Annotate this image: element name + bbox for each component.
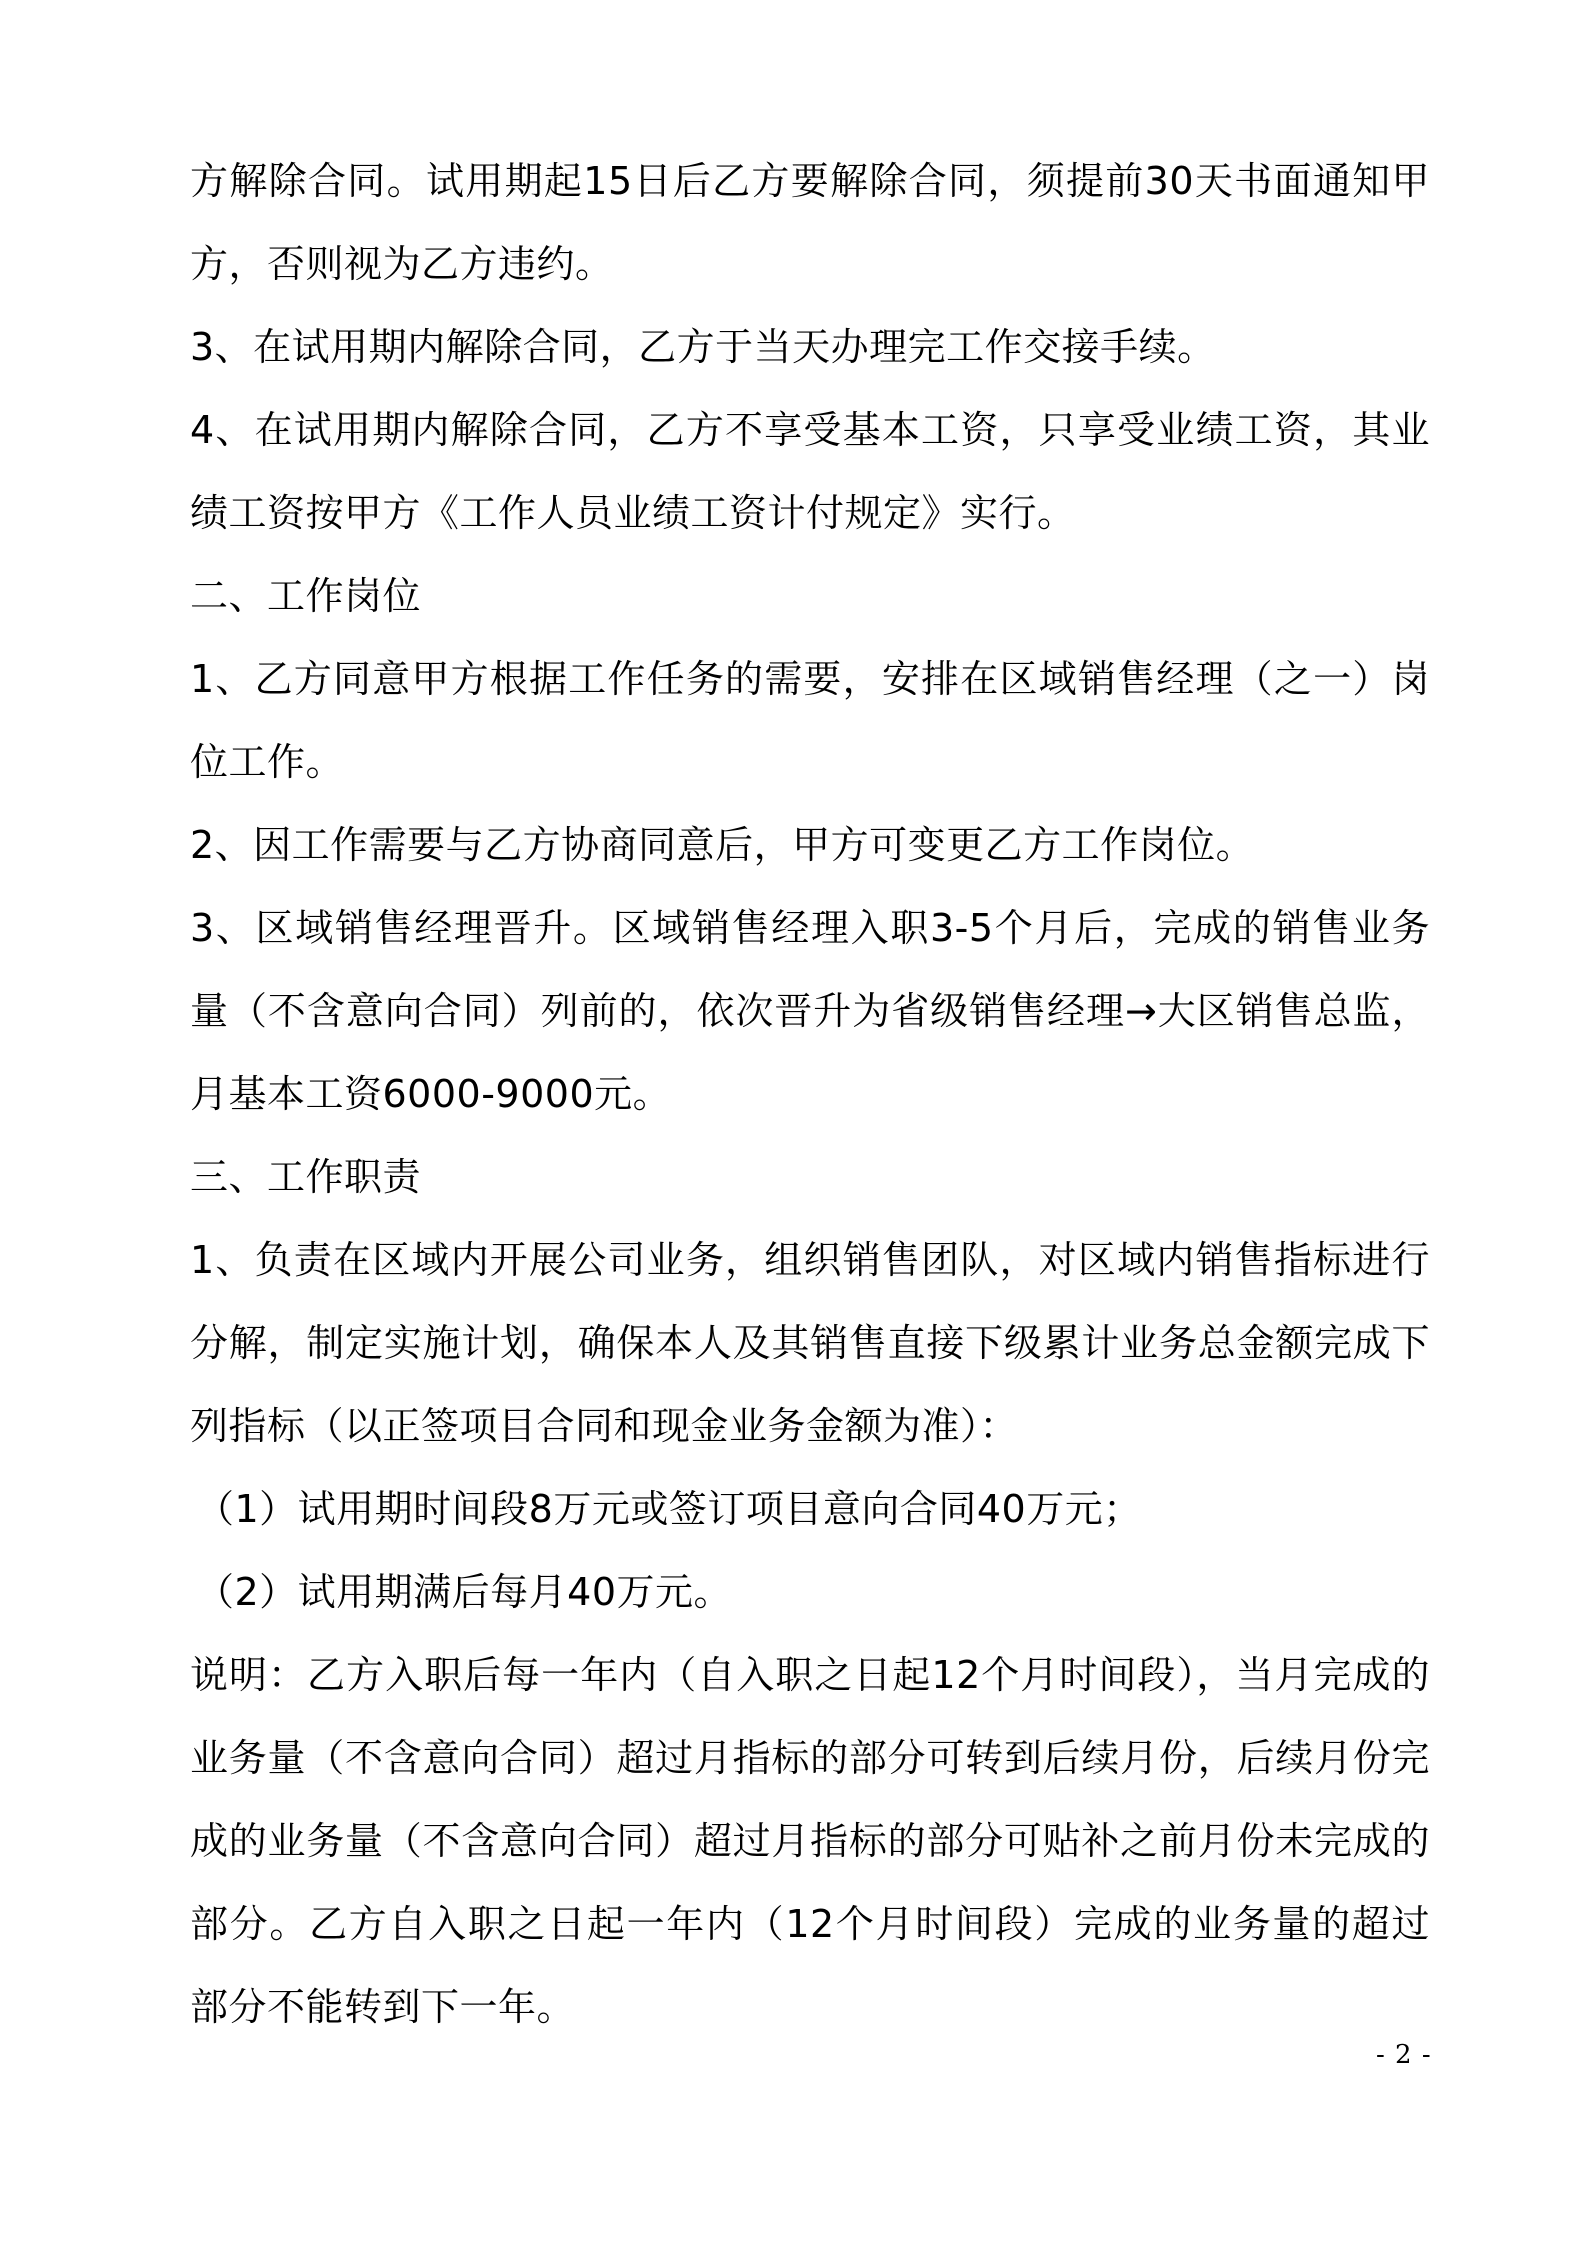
- note-paragraph: 说明：乙方入职后每一年内（自入职之日起12个月时间段），当月完成的业务量（不含意向合同）超过月指标的部分可转到后续月份，后续月份完成的业务量（不含意向合同）超过月指标的部分可贴补之前月份未完成的部分。乙方自入职之日起一年内（12个月时间段）完成的业务量的超过部分不能转到下一年。: [190, 1653, 1430, 2029]
- paragraph: 4、在试用期内解除合同，乙方不享受基本工资，只享受业绩工资，其业绩工资按甲方《工作人员业绩工资计付规定》实行。: [190, 408, 1430, 535]
- list-item: （1）试用期时间段8万元或签订项目意向合同40万元；: [196, 1487, 1142, 1531]
- paragraph: 3、区域销售经理晋升。区域销售经理入职3-5个月后，完成的销售业务量（不含意向合同）列前的，依次晋升为省级销售经理→大区销售总监，月基本工资6000-9000元。: [190, 906, 1430, 1116]
- paragraph: 2、因工作需要与乙方协商同意后，甲方可变更乙方工作岗位。: [190, 823, 1255, 867]
- section-heading: 三、工作职责: [190, 1155, 422, 1199]
- paragraph: 方解除合同。试用期起15日后乙方要解除合同，须提前30天书面通知甲方，否则视为乙方违约。: [190, 159, 1430, 286]
- page-number: - 2 -: [1376, 2040, 1432, 2070]
- paragraph: 1、乙方同意甲方根据工作任务的需要，安排在区域销售经理（之一）岗位工作。: [190, 657, 1430, 784]
- section-heading: 二、工作岗位: [190, 574, 422, 618]
- paragraph: 3、在试用期内解除合同，乙方于当天办理完工作交接手续。: [190, 325, 1216, 369]
- list-item: （2）试用期满后每月40万元。: [196, 1570, 733, 1614]
- paragraph: 1、负责在区域内开展公司业务，组织销售团队，对区域内销售指标进行分解，制定实施计划，确保本人及其销售直接下级累计业务总金额完成下列指标（以正签项目合同和现金业务金额为准）：: [190, 1238, 1430, 1448]
- document-body: [190, 140, 1430, 2049]
